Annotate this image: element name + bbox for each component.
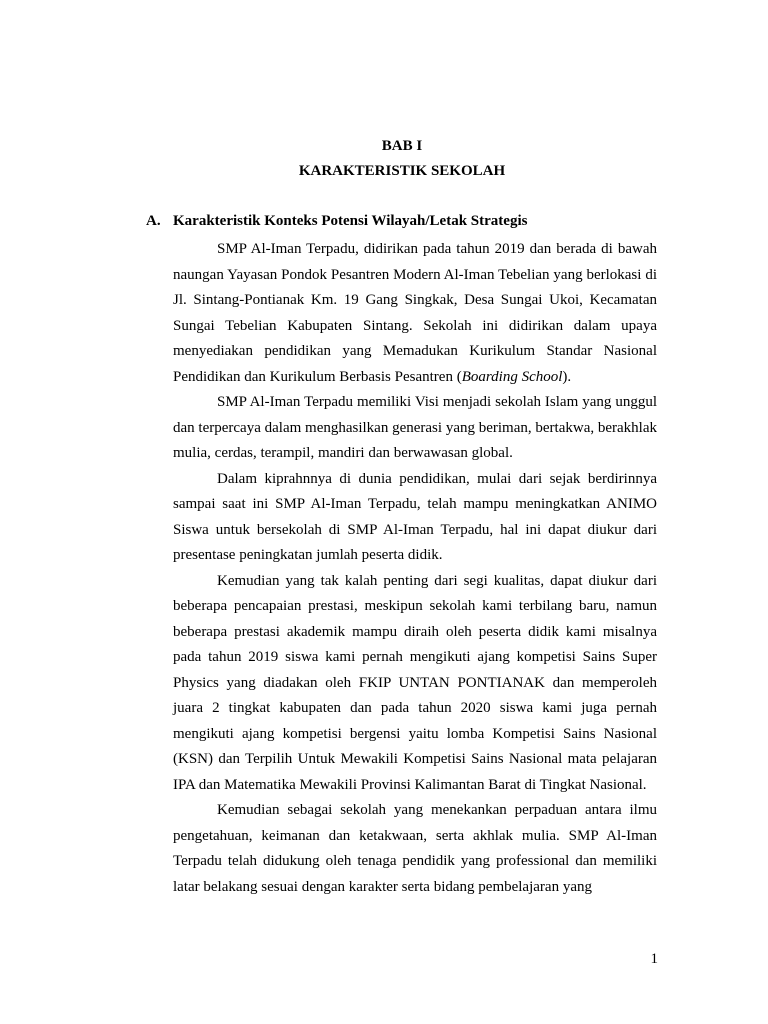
chapter-title: KARAKTERISTIK SEKOLAH: [298, 163, 506, 179]
paragraph-text-end: ).: [562, 368, 572, 385]
page-number: 1: [650, 951, 658, 967]
section-heading: [146, 211, 527, 231]
section-letter: A.: [146, 213, 161, 229]
paragraph: SMP Al-Iman Terpadu memiliki Visi menjadi sekolah Islam yang unggul dan terpercaya dalam menghasilkan generasi yang beriman, bertakwa, berakhlak mulia, cerdas, terampil, mandiri dan berwawasan global.: [173, 394, 657, 461]
paragraph: Kemudian sebagai sekolah yang menekankan perpaduan antara ilmu pengetahuan, keimanan dan ketakwaan, serta akhlak mulia. SMP Al-Iman Terpadu telah didukung oleh tenaga pendidik yang professional dan memiliki latar belakang sesuai dengan karakter serta bidang pembelajaran yang: [173, 802, 657, 895]
section-title: Karakteristik Konteks Potensi Wilayah/Letak Strategis: [173, 213, 528, 229]
chapter-label: BAB I: [381, 138, 423, 154]
paragraph-text: SMP Al-Iman Terpadu, didirikan pada tahun 2019 dan berada di bawah naungan Yayasan Pondok Pesantren Modern Al-Iman Tebelian yang berlokasi di Jl. Sintang-Pontianak Km. 19 Gang Singkak, Desa Sungai Ukoi, Kecamatan Sungai Tebelian Kabupaten Sintang. Sekolah ini didirikan dalam upaya menyediakan pendidikan yang Memadukan Kurikulum Standar Nasional Pendidikan dan Kurikulum Berbasis Pesantren (: [173, 241, 657, 385]
paragraph: [173, 237, 657, 390]
paragraph: Dalam kiprahnnya di dunia pendidikan, mulai dari sejak berdirinnya sampai saat ini SMP Al-Iman Terpadu, telah mampu meningkatkan ANIMO Siswa untuk bersekolah di SMP Al-Iman Terpadu, hal ini dapat diukur dari presentase peningkatan jumlah peserta didik.: [173, 470, 657, 563]
italic-term: Boarding School: [461, 368, 563, 385]
paragraph: Kemudian yang tak kalah penting dari segi kualitas, dapat diukur dari beberapa pencapaian prestasi, meskipun sekolah kami terbilang baru, namun beberapa prestasi akademik mampu diraih oleh peserta didik kami misalnya pada tahun 2019 siswa kami pernah mengikuti ajang kompetisi Sains Super Physics yang diadakan oleh FKIP UNTAN PONTIANAK dan memperoleh juara 2 tingkat kabupaten dan pada tahun 2020 siswa kami juga pernah mengikuti ajang kompetisi bergensi yaitu lomba Kompetisi Sains Nasional (KSN) dan Terpilih Untuk Mewakili Kompetisi Sains Nasional mata pelajaran IPA dan Matematika Mewakili Provinsi Kalimantan Barat di Tingkat Nasional.: [173, 572, 657, 793]
body-text: [173, 237, 657, 900]
